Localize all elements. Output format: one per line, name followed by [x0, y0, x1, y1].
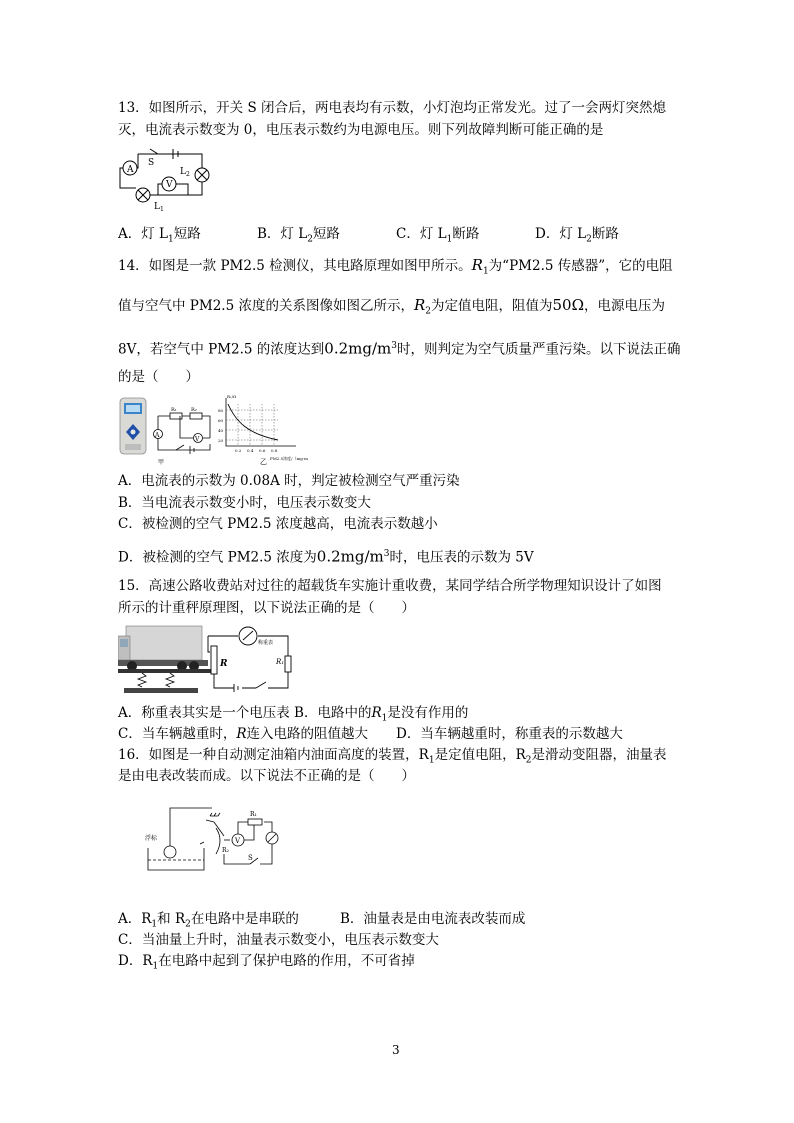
- q16-option-a[interactable]: A．$R_1$和 $R_2$在电路中是串联的: [118, 911, 299, 930]
- q14-option-d[interactable]: D．被检测的空气 PM2.5 浓度为$0.2mg/m^3$时，电压表的示数为 5V: [118, 547, 534, 566]
- truck-image: [118, 626, 214, 693]
- q14-xtick-3: 0.8: [271, 448, 278, 453]
- q14-xtick-0: 0.2: [235, 448, 242, 453]
- q15-figure: [118, 622, 298, 694]
- q13-line1: 13．如图所示，开关 S 闭合后，两电表均有示数，小灯泡均正常发光。过了一会两灯突然熄: [118, 100, 667, 116]
- q14-graph: [218, 394, 308, 466]
- q14-r2-label: R₂: [191, 407, 197, 413]
- q16-voltmeter-label: V: [235, 837, 241, 845]
- q15-meter-label: 称重表: [258, 640, 274, 646]
- q14-label-jia: 甲: [158, 459, 165, 466]
- q15-r-label: R: [220, 659, 228, 669]
- q14-ytick-0: 80: [218, 408, 224, 413]
- q16-line2: 是由电表改装而成。以下说法不正确的是（ ）: [118, 768, 415, 784]
- q14-label-yi: 乙: [260, 458, 267, 466]
- q16-r2-label: R₂: [222, 847, 229, 854]
- q13-option-a[interactable]: A．灯 $L_1$短路: [118, 226, 201, 245]
- q14-ytick-2: 40: [218, 428, 224, 433]
- q14-ylabel: R₁/Ω: [227, 394, 237, 399]
- q14-line1: 14．如图是一款 PM2.5 检测仪，其电路原理如图甲所示。$R_1$为“PM2.5 传感器”，它的电阻: [118, 256, 673, 277]
- q13-option-b[interactable]: B．灯 $L_2$短路: [257, 226, 340, 245]
- q14-line4: 的是（ ）: [118, 369, 199, 385]
- q15-option-ab[interactable]: A．称重表其实是一个电压表 B．电路中的$R_1$是没有作用的: [118, 705, 469, 724]
- q13-circuit-diagram: [118, 146, 218, 212]
- q14-ytick-3: 20: [218, 438, 224, 443]
- q15-r1-label: R₁: [276, 658, 285, 666]
- q14-figure: [118, 394, 318, 466]
- q14-line2: 值与空气中 PM2.5 浓度的关系图像如图乙所示，$R_2$为定值电阻，阻值为50Ω，电源电压为: [118, 296, 666, 317]
- q14-option-c[interactable]: C．被检测的空气 PM2.5 浓度越高，电流表示数越小: [118, 516, 438, 532]
- q16-float-label: 浮标: [145, 835, 158, 842]
- switch-label: S: [148, 158, 155, 168]
- q14-ammeter-label: A: [155, 432, 160, 439]
- q16-figure: [140, 800, 280, 872]
- pm25-device-image: [120, 398, 146, 454]
- q14-r1-label: R₁: [171, 407, 177, 413]
- q13-option-c[interactable]: C．灯 $L_1$断路: [396, 226, 480, 245]
- q14-xlabel: PM2.5浓度/（mg·m: [270, 456, 308, 461]
- q16-apparatus: [148, 808, 278, 870]
- q16-line1: 16．如图是一种自动测定油箱内油面高度的装置，$R_1$是定值电阻，$R_2$是滑动变阻器，油量表: [118, 747, 667, 766]
- q14-option-b[interactable]: B．当电流表示数变小时，电压表示数变大: [118, 495, 371, 511]
- q15-line2: 所示的计重秤原理图，以下说法正确的是（ ）: [118, 600, 415, 616]
- q15-option-d[interactable]: D．当车辆越重时，称重表的示数越大: [396, 726, 623, 742]
- q16-option-c[interactable]: C．当油量上升时，油量表示数变小，电压表示数变大: [118, 932, 439, 948]
- q16-option-d[interactable]: D．$R_1$在电路中起到了保护电路的作用，不可省掉: [118, 953, 415, 972]
- q14-option-a[interactable]: A．电流表的示数为 0.08A 时，判定被检测空气严重污染: [118, 473, 460, 489]
- q13-line2: 灭，电流表示数变为 0，电压表示数约为电源电压。则下列故障判断可能正确的是: [118, 122, 604, 138]
- q14-ytick-1: 60: [218, 418, 224, 423]
- q14-xtick-1: 0.4: [247, 448, 254, 453]
- q14-voltmeter-label: V: [195, 436, 200, 443]
- q14-xtick-2: 0.6: [259, 448, 266, 453]
- voltmeter-label: V: [166, 180, 173, 190]
- lamp1-label: $L_1$: [154, 202, 164, 212]
- page-number: 3: [392, 1043, 400, 1057]
- q14-circuit: [154, 413, 211, 454]
- q15-option-c[interactable]: C．当车辆越重时，R连入电路的阻值越大: [118, 726, 369, 742]
- q16-switch-label: S: [248, 854, 253, 862]
- lamp2-label: $L_2$: [180, 167, 190, 178]
- q16-option-b[interactable]: B．油量表是由电流表改装而成: [340, 911, 526, 927]
- ammeter-label: A: [127, 165, 134, 175]
- q16-r1-label: R₁: [250, 811, 257, 818]
- q15-line1: 15．高速公路收费站对过往的超载货车实施计重收费，某同学结合所学物理知识设计了如图: [118, 578, 662, 594]
- q14-line3: 8V，若空气中 PM2.5 的浓度达到$0.2mg/m^3$时，则判定为空气质量严重污染。以下说法正确: [118, 339, 681, 358]
- q13-option-d[interactable]: D．灯 $L_2$断路: [535, 226, 619, 245]
